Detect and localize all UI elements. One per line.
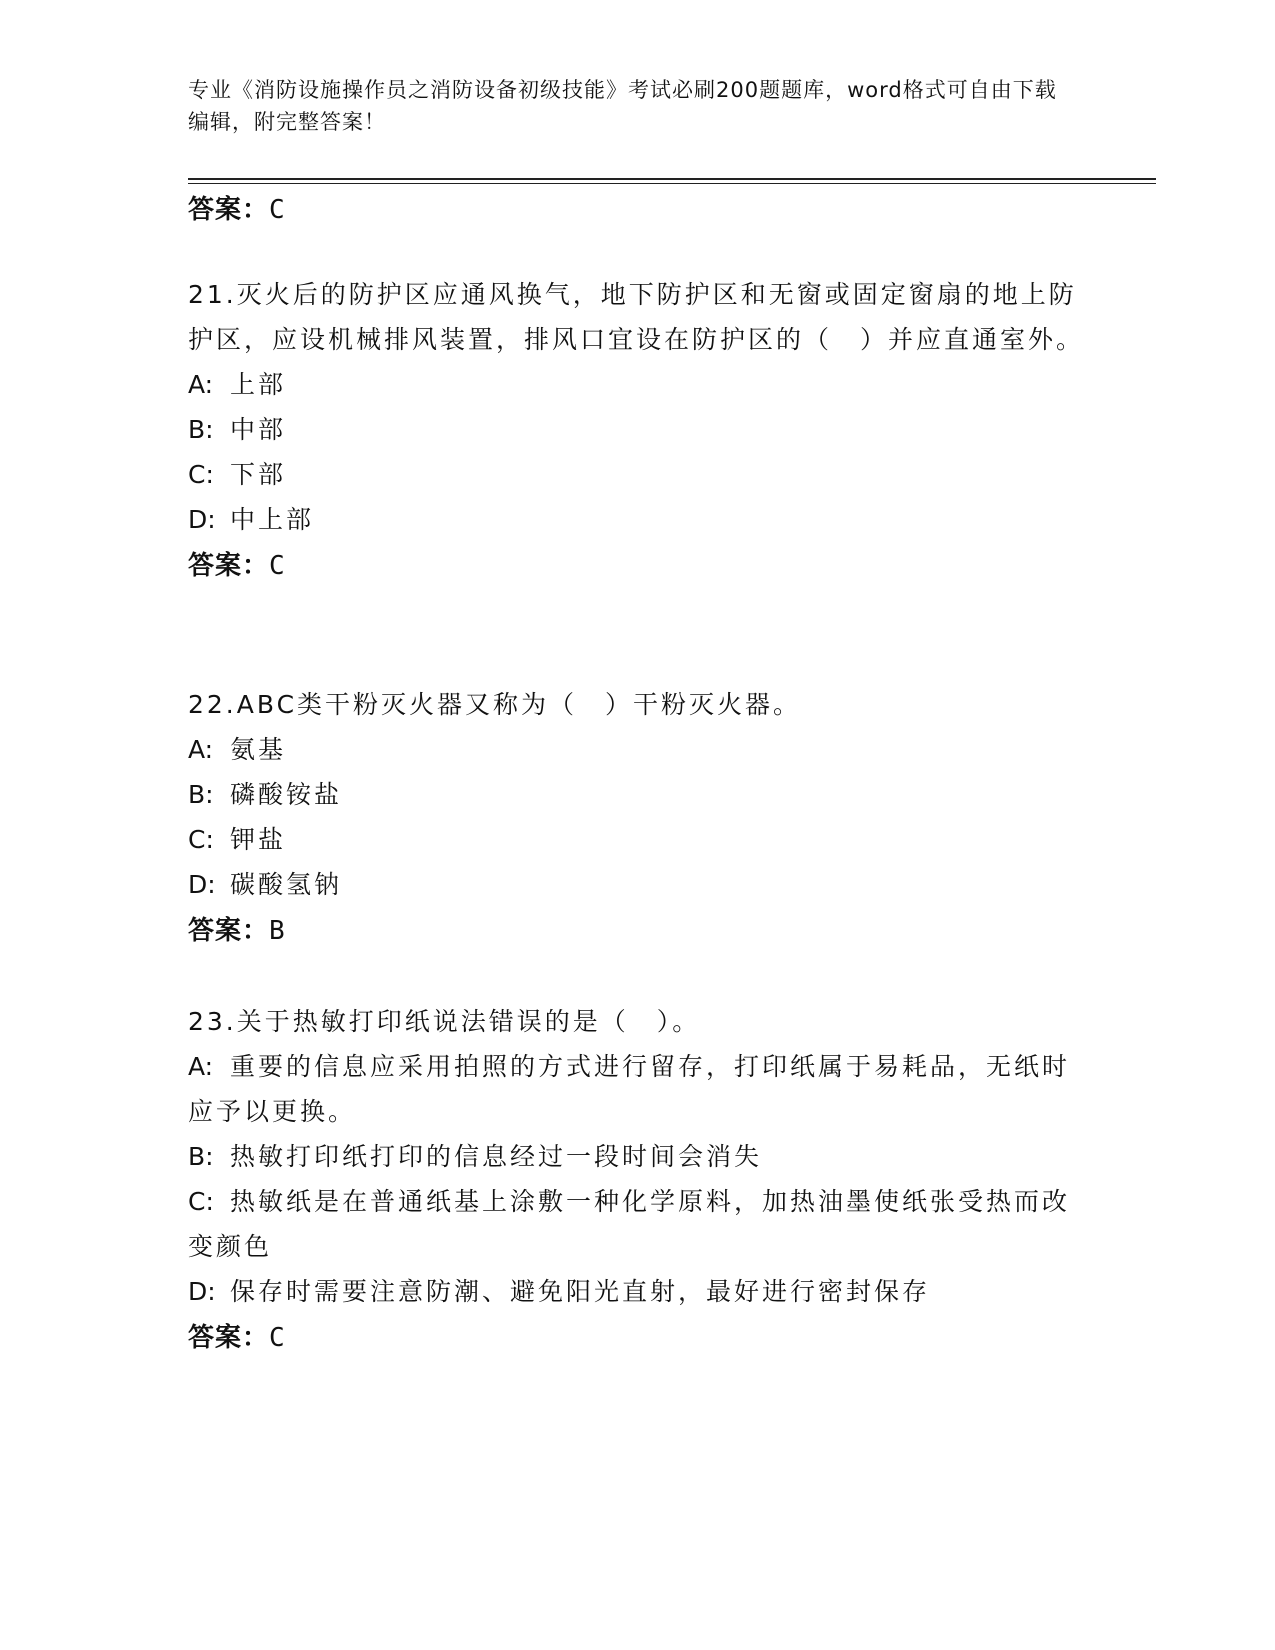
option-key: C: bbox=[188, 1187, 214, 1216]
option-a bbox=[188, 727, 1088, 772]
question-block-21 bbox=[188, 272, 1088, 589]
option-text: 磷酸铵盐 bbox=[230, 780, 343, 809]
option-text: 中上部 bbox=[230, 505, 315, 534]
option-b bbox=[188, 772, 1088, 817]
option-text: 碳酸氢钠 bbox=[230, 870, 343, 899]
option-key: B: bbox=[188, 415, 214, 444]
answer-line bbox=[188, 909, 1088, 954]
answer-value: C bbox=[269, 551, 286, 581]
answer-value: C bbox=[269, 1323, 286, 1353]
option-text: 氨基 bbox=[230, 735, 287, 764]
option-key: A: bbox=[188, 735, 214, 764]
answer-value: C bbox=[269, 195, 286, 225]
option-text: 上部 bbox=[230, 370, 287, 399]
option-key: D: bbox=[188, 505, 216, 534]
option-d bbox=[188, 1269, 1088, 1314]
option-text: 重要的信息应采用拍照的方式进行留存，打印纸属于易耗品，无纸时应予以更换。 bbox=[188, 1052, 1071, 1126]
option-d bbox=[188, 497, 1088, 542]
option-text: 热敏打印纸打印的信息经过一段时间会消失 bbox=[230, 1142, 763, 1171]
answer-label: 答案： bbox=[188, 916, 270, 946]
option-key: A: bbox=[188, 370, 214, 399]
option-a bbox=[188, 362, 1088, 407]
question-text: 22.ABC类干粉灭火器又称为（ ）干粉灭火器。 bbox=[188, 690, 802, 719]
previous-answer-block bbox=[188, 186, 1088, 233]
option-key: A: bbox=[188, 1052, 214, 1081]
question-text: 21.灭火后的防护区应通风换气，地下防护区和无窗或固定窗扇的地上防护区，应设机械排风装置，排风口宜设在防护区的（ ）并应直通室外。 bbox=[188, 280, 1085, 354]
option-c bbox=[188, 1179, 1088, 1269]
answer-value: B bbox=[269, 916, 286, 946]
document-header: 专业《消防设施操作员之消防设备初级技能》考试必刷200题题库，word格式可自由下载编辑，附完整答案！ bbox=[188, 78, 1057, 134]
option-b bbox=[188, 1134, 1088, 1179]
answer-label: 答案： bbox=[188, 1323, 270, 1353]
question-block-22 bbox=[188, 682, 1088, 954]
question-text: 23.关于热敏打印纸说法错误的是（ ）。 bbox=[188, 1007, 701, 1036]
option-key: D: bbox=[188, 1277, 216, 1306]
header-rule-thin bbox=[188, 183, 1156, 184]
option-key: C: bbox=[188, 825, 214, 854]
option-text: 热敏纸是在普通纸基上涂敷一种化学原料，加热油墨使纸张受热而改变颜色 bbox=[188, 1187, 1071, 1261]
option-text: 下部 bbox=[230, 460, 287, 489]
option-key: D: bbox=[188, 870, 216, 899]
answer-label: 答案： bbox=[188, 551, 270, 581]
option-key: B: bbox=[188, 1142, 214, 1171]
option-c bbox=[188, 817, 1088, 862]
option-key: B: bbox=[188, 780, 214, 809]
option-text: 中部 bbox=[230, 415, 287, 444]
answer-line bbox=[188, 188, 1088, 233]
option-c bbox=[188, 452, 1088, 497]
answer-line bbox=[188, 544, 1088, 589]
header-rule-thick bbox=[188, 178, 1156, 180]
option-text: 钾盐 bbox=[230, 825, 287, 854]
option-a bbox=[188, 1044, 1088, 1134]
option-b bbox=[188, 407, 1088, 452]
option-key: C: bbox=[188, 460, 214, 489]
question-block-23 bbox=[188, 999, 1088, 1361]
option-text: 保存时需要注意防潮、避免阳光直射，最好进行密封保存 bbox=[230, 1277, 931, 1306]
answer-label: 答案： bbox=[188, 195, 270, 225]
option-d bbox=[188, 862, 1088, 907]
answer-line bbox=[188, 1316, 1088, 1361]
